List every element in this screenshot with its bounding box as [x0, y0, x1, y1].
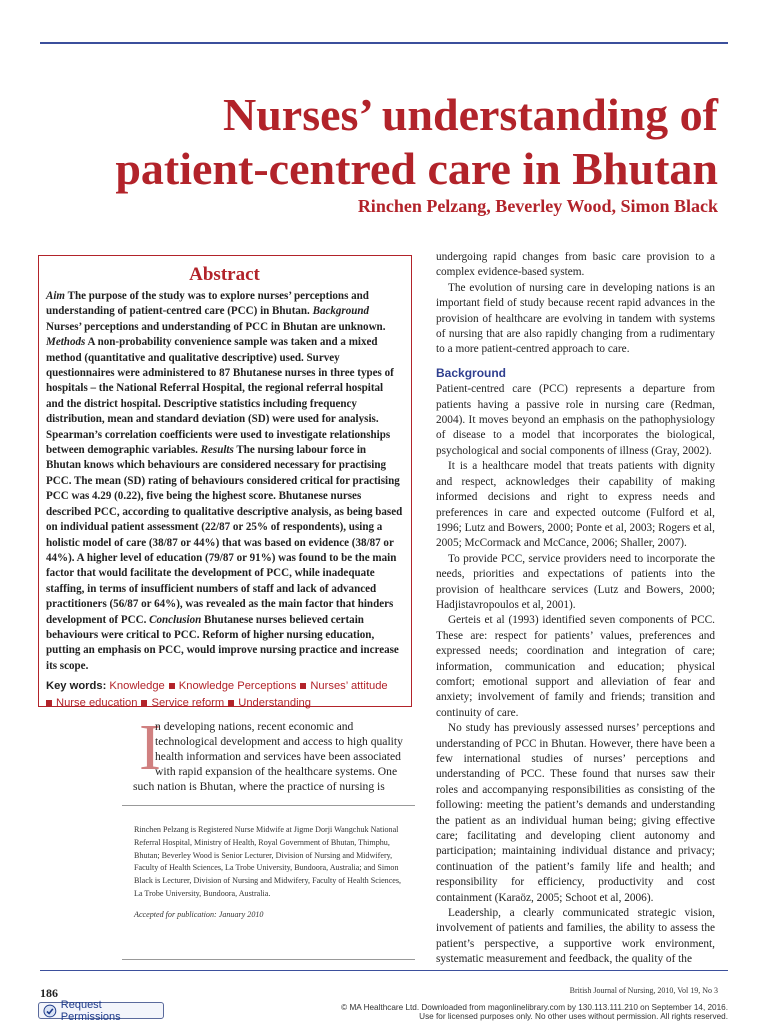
intro-line: n developing nations, recent economic and: [155, 720, 354, 733]
methods-text: A non-probability convenience sample was taken and a mixed method (quantitative and qualitative descriptive) used. Survey questionnaires were administered to 87 Bhutanese nurses in three types of hospitals – the National Referral Hospital, the regional referral hospital and the district hospital. Descriptive statistics including frequency distribution, mean and standard deviation (SD) were used for analysis. Spearman’s correlation coefficients were used to investigate relationships between demographic variables.: [46, 336, 394, 457]
journal-citation: British Journal of Nursing, 2010, Vol 19, No 3: [569, 986, 718, 995]
keywords: [46, 678, 403, 712]
article-title: [100, 88, 718, 196]
results-label: Results: [200, 444, 234, 457]
accepted-date: Accepted for publication: January 2010: [134, 909, 264, 919]
keyword: Knowledge Perceptions: [178, 680, 297, 693]
permissions-icon: [43, 1004, 57, 1018]
abstract-text: [46, 289, 403, 674]
conclusion-label: Conclusion: [149, 613, 202, 626]
paragraph: The evolution of nursing care in developing nations is an important field of study because recent rapid advances in the provision of healthcare are evolving in tandem with systems of nursing that are also rapidly changing from a rudimentary to a more patient-centred approach to care.: [436, 281, 715, 356]
aim-text: The purpose of the study was to explore nurses’ perceptions and understanding of patient-centred care (PCC) in Bhutan.: [46, 290, 369, 318]
author-list: Rinchen Pelzang, Beverley Wood, Simon Black: [357, 196, 718, 216]
request-permissions-label: Request Permissions: [60, 998, 121, 1023]
conclusion-text: Bhutanese nurses believed certain behaviours were critical to PCC. Reform of higher nursing education, putting an emphasis on PCC, would improve nursing practice and increase its scope.: [46, 613, 399, 672]
keywords-label: Key words:: [46, 680, 107, 693]
paragraph: Leadership, a clearly communicated strategic vision, involvement of patients and families, the ability to assess the patient’s perspective, a supportive work environment, systematic measurement and feedback, the quality of the: [436, 907, 715, 966]
intro-line: with rapid expansion of the healthcare systems. One: [155, 764, 398, 778]
intro-paragraph: [133, 720, 415, 795]
right-column: [436, 250, 715, 968]
keyword: Knowledge: [109, 680, 165, 693]
square-bullet-icon: [141, 700, 147, 706]
paragraph: No study has previously assessed nurses’ perceptions and understanding of PCC in Bhutan. However, there have been a few international studies of nurses’ perceptions and understanding of PCC. These found that nurses saw their roles and accompanying responsibilities as consisting of the following: meeting the patient’s demands and understanding the patient as an individual human being; giving effective care; facilitating and developing client autonomy and participation; maintaining individual distance and privacy; continuation of the patient’s family life and health; and responsibility for efficiency, productivity and cost containment (Karaöz, 2005; Schoot et al, 2006).: [436, 722, 715, 904]
paragraph: Gerteis et al (1993) identified seven components of PCC. These are: respect for patients’ values, preferences and expressed needs; coordination and integration of care; information, communication and education; physical comfort; emotional support and alleviation of fear and anxiety; involvement of family and friends; transition and continuity of care.: [436, 614, 715, 719]
keyword: Service reform: [151, 697, 225, 710]
copyright-notice: [240, 1003, 728, 1021]
abstract-box: [38, 255, 412, 710]
top-rule: [40, 42, 728, 44]
results-text: The nursing labour force in Bhutan knows which behaviours are considered necessary for practising PCC. The mean (SD) rating of behaviours considered critical for practising PCC was 4.29 (0.22), five being the highest score. Bhutanese nurses described PCC, according to qualitative descriptive analysis, as being based on individual patient assessment (22/87 or 25% of respondents), using a holistic model of care (38/87 or 44%) that was based on evidence (38/87 or 44%). A higher level of education (79/87 or 91%) was found to be the main factor that would facilitate the development of PCC, while inadequate staffing, in terms of insufficient numbers of staff and lack of advanced practitioners (56/87 or 64%), was revealed as the main factor that hinders development of PCC.: [46, 444, 403, 626]
page-number: 186: [40, 986, 58, 1000]
keyword: Understanding: [238, 697, 312, 710]
request-permissions-button[interactable]: [38, 998, 164, 1023]
bottom-rule: [40, 970, 728, 971]
background-text: Nurses’ perceptions and understanding of PCC in Bhutan are unknown.: [46, 320, 386, 333]
square-bullet-icon: [300, 683, 306, 689]
square-bullet-icon: [228, 700, 234, 706]
copyright-line-1: © MA Healthcare Ltd. Downloaded from magonlinelibrary.com by 130.113.111.210 on September 14, 2016.: [341, 1003, 728, 1012]
title-line-2: patient-centred care in Bhutan: [115, 143, 718, 194]
keyword: Nurse education: [56, 697, 138, 710]
paragraph: Patient-centred care (PCC) represents a departure from patients having a passive role in nursing care (Redman, 2004). It moves beyond an emphasis on the pathophysiology of disease to a model that incorporates the biological, psychological and social components of illness (Gray, 2002).: [436, 383, 715, 457]
keyword: Nurses’ attitude: [310, 680, 388, 693]
author-bio-text: Rinchen Pelzang is Registered Nurse Midwife at Jigme Dorji Wangchuk National Referral Hospital, Ministry of Health, Royal Government of Bhutan, Thimphu, Bhutan; Beverley Wood is Senior Lecturer, Division of Nursing and Midwifery, Faculty of Health Sciences, La Trobe University, Bundoora, Australia; and Simon Black is Lecturer, Division of Nursing and Midwifery, Faculty of Health Sciences, La Trobe University, Bundoora, Australia.: [134, 825, 402, 898]
paragraph: To provide PCC, service providers need to incorporate the needs, priorities and expectations of patients into the provision of healthcare services (Lutz and Bowers, 2000; Hadjistavropoulos et al, 2001).: [436, 552, 715, 611]
title-line-1: Nurses’ understanding of: [223, 89, 718, 140]
background-label: Background: [312, 305, 370, 318]
section-heading-background: Background: [436, 365, 507, 380]
aim-label: Aim: [46, 290, 66, 302]
copyright-line-2: Use for licensed purposes only. No other uses without permission. All rights reserved.: [419, 1012, 728, 1022]
paragraph: undergoing rapid changes from basic care provision to a complex evidence-based system.: [436, 251, 715, 279]
intro-line: health information and services have been associated: [155, 749, 401, 763]
methods-label: Methods: [46, 336, 86, 349]
square-bullet-icon: [169, 683, 175, 689]
author-bio-box: [122, 805, 415, 960]
intro-line: such nation is Bhutan, where the practice of nursing is: [133, 779, 385, 793]
abstract-heading: Abstract: [189, 264, 260, 285]
intro-line: technological development and access to high quality: [155, 734, 403, 748]
paragraph: It is a healthcare model that treats patients with dignity and respect, acknowledges their capability of making informed decisions and right to express needs and preferences in care and expected outcome (Fulford et al, 1996; Lutz and Bowers, 2000; Ponte et al, 2003; Rogers et al, 2005; McCormack and McCance, 2006; Shaller, 2007).: [436, 460, 715, 550]
drop-cap: I: [139, 711, 161, 784]
square-bullet-icon: [46, 700, 52, 706]
